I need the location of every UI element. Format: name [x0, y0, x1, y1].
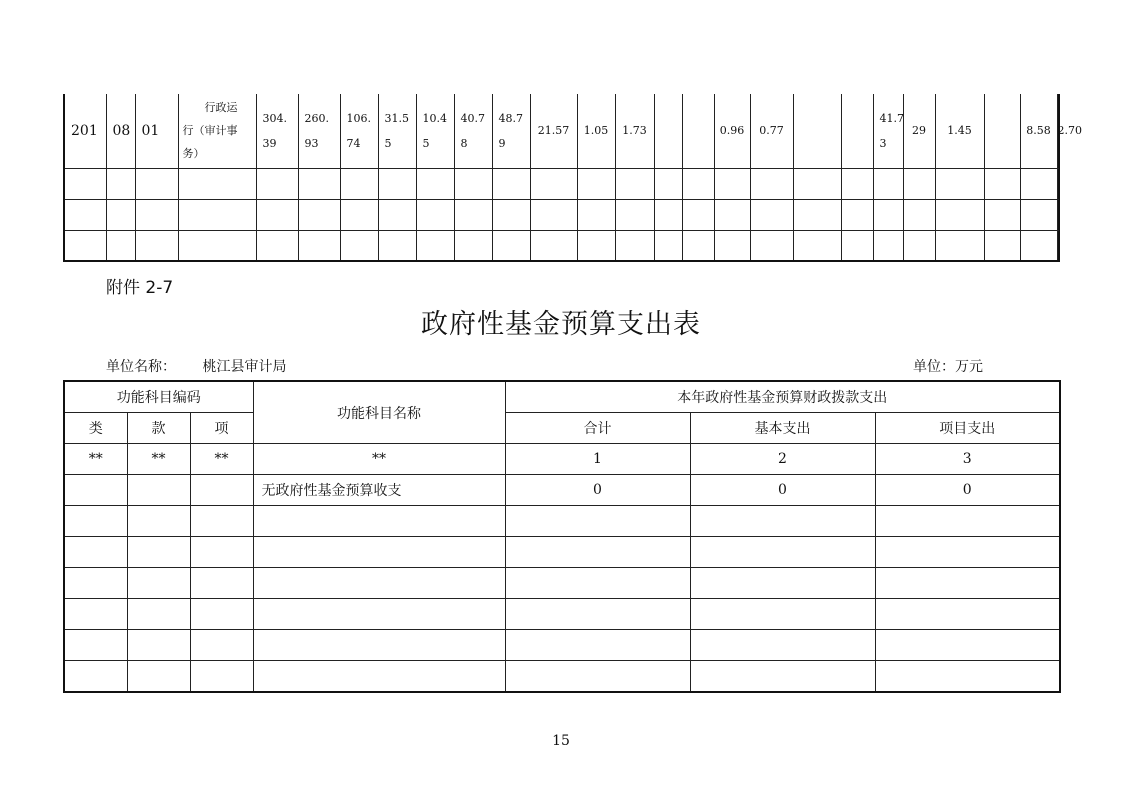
empty-cell [577, 168, 615, 199]
empty-row [64, 168, 1059, 199]
value-line: 40.7 [460, 111, 485, 125]
table-cell [190, 630, 253, 661]
value-cell: 0.96 [714, 94, 750, 168]
value-line: 5 [422, 136, 430, 150]
table-cell [875, 630, 1060, 661]
table-cell [505, 506, 690, 537]
table-cell [253, 537, 505, 568]
empty-cell [1020, 230, 1057, 261]
empty-cell [416, 168, 454, 199]
table-cell [690, 661, 875, 693]
empty-cell [1020, 199, 1057, 230]
table-cell [253, 630, 505, 661]
empty-cell [178, 168, 256, 199]
value-line: 5 [384, 136, 392, 150]
empty-cell [106, 199, 135, 230]
unit-label: 单位：万元 [913, 359, 983, 375]
empty-cell [750, 230, 793, 261]
header-basic: 基本支出 [690, 413, 875, 444]
value-line: 10.4 [422, 111, 447, 125]
table-cell [505, 537, 690, 568]
table-cell [64, 475, 127, 506]
table-cell [127, 506, 190, 537]
value-cell: 1.45 [935, 94, 984, 168]
empty-cell [256, 230, 298, 261]
value-cell: 2.70 [1057, 94, 1059, 168]
table-cell [64, 537, 127, 568]
value-cell: 1.73 [615, 94, 654, 168]
table-cell: ** [253, 444, 505, 475]
empty-cell [378, 230, 416, 261]
value-line: 8 [460, 136, 468, 150]
empty-cell [873, 199, 903, 230]
empty-cell [454, 230, 492, 261]
empty-cell [178, 199, 256, 230]
table-cell [190, 506, 253, 537]
value-cell [793, 94, 841, 168]
table-row [64, 661, 1060, 693]
empty-cell [378, 168, 416, 199]
empty-cell [903, 168, 935, 199]
table-row [64, 94, 1059, 168]
header-project: 项目支出 [875, 413, 1060, 444]
empty-cell [682, 230, 714, 261]
table-cell: ** [190, 444, 253, 475]
page-title: 政府性基金预算支出表 [421, 309, 701, 340]
empty-cell [298, 168, 340, 199]
header-xiang: 项 [190, 413, 253, 444]
table-row [64, 599, 1060, 630]
value-line: 48.7 [498, 111, 523, 125]
unit-name-value: 桃江县审计局 [202, 359, 287, 375]
empty-cell [64, 199, 106, 230]
header-class: 类 [64, 413, 127, 444]
table-cell [190, 599, 253, 630]
empty-cell [841, 230, 873, 261]
empty-cell [298, 230, 340, 261]
value-line: 74 [346, 136, 361, 150]
index-row [64, 444, 1060, 475]
fund-budget-table [63, 380, 1061, 693]
empty-cell [135, 168, 178, 199]
table-cell [64, 599, 127, 630]
table-cell: 2 [690, 444, 875, 475]
empty-cell [615, 199, 654, 230]
empty-cell [577, 230, 615, 261]
table-cell [64, 630, 127, 661]
header-name: 功能科目名称 [253, 381, 505, 444]
empty-cell [530, 168, 577, 199]
empty-cell [682, 199, 714, 230]
empty-cell [714, 199, 750, 230]
value-line: 31.5 [384, 111, 409, 125]
table-cell [64, 568, 127, 599]
unit-name-label: 单位名称： [106, 359, 176, 375]
empty-cell [903, 230, 935, 261]
empty-cell [492, 199, 530, 230]
value-cell [492, 94, 530, 168]
table-row [64, 630, 1060, 661]
empty-cell [935, 230, 984, 261]
header-budget-group: 本年政府性基金预算财政拨款支出 [505, 381, 1060, 413]
value-cell: 1.05 [577, 94, 615, 168]
value-cell: 0.77 [750, 94, 793, 168]
value-line: 9 [498, 136, 506, 150]
table-cell [690, 568, 875, 599]
empty-cell [903, 199, 935, 230]
empty-cell [106, 230, 135, 261]
value-line: 41.7 [879, 111, 904, 125]
table-cell: 0 [505, 475, 690, 506]
code-xiang-cell: 01 [135, 94, 178, 168]
header-row-2 [64, 413, 1060, 444]
value-line: 304. [262, 111, 287, 125]
table-cell: 0 [690, 475, 875, 506]
empty-cell [654, 168, 682, 199]
empty-cell [793, 230, 841, 261]
empty-cell [577, 199, 615, 230]
empty-cell [841, 199, 873, 230]
value-cell [841, 94, 873, 168]
empty-cell [416, 199, 454, 230]
table-cell [190, 661, 253, 693]
empty-cell [298, 199, 340, 230]
table-cell [190, 568, 253, 599]
table-cell [253, 599, 505, 630]
empty-cell [615, 168, 654, 199]
empty-cell [106, 168, 135, 199]
empty-cell [64, 168, 106, 199]
empty-cell [340, 230, 378, 261]
table-cell [253, 506, 505, 537]
empty-cell [654, 199, 682, 230]
empty-cell [178, 230, 256, 261]
empty-cell [750, 168, 793, 199]
value-cell: 29 [903, 94, 935, 168]
value-cell [298, 94, 340, 168]
empty-cell [1057, 230, 1059, 261]
table-cell [64, 506, 127, 537]
table-cell [253, 568, 505, 599]
table-cell [690, 630, 875, 661]
value-line: 260. [304, 111, 329, 125]
subject-name-line: 行政运 [204, 101, 238, 115]
value-cell [654, 94, 682, 168]
table-cell [127, 661, 190, 693]
unit-name [106, 356, 286, 376]
empty-cell [530, 199, 577, 230]
table-cell [505, 630, 690, 661]
page-number: 15 [552, 733, 570, 749]
value-cell: 8.58 [1020, 94, 1057, 168]
value-line: 106. [346, 111, 371, 125]
subject-name-line: 行（审计事 [182, 124, 238, 138]
empty-cell [416, 230, 454, 261]
empty-cell [1020, 168, 1057, 199]
empty-cell [492, 230, 530, 261]
header-kuan: 款 [127, 413, 190, 444]
value-line: 3 [879, 136, 887, 150]
table-cell: 1 [505, 444, 690, 475]
empty-cell [340, 168, 378, 199]
table-cell [127, 475, 190, 506]
table-cell [875, 537, 1060, 568]
table-cell [190, 475, 253, 506]
table-cell: 3 [875, 444, 1060, 475]
empty-cell [841, 168, 873, 199]
table-cell [875, 661, 1060, 693]
table-cell [127, 599, 190, 630]
header-total: 合计 [505, 413, 690, 444]
table-row [64, 537, 1060, 568]
empty-cell [714, 230, 750, 261]
header-code-group: 功能科目编码 [64, 381, 253, 413]
value-cell [340, 94, 378, 168]
value-cell [256, 94, 298, 168]
table-cell [127, 537, 190, 568]
empty-cell [256, 168, 298, 199]
value-cell [984, 94, 1020, 168]
empty-cell [793, 199, 841, 230]
table-row [64, 506, 1060, 537]
empty-cell [256, 199, 298, 230]
empty-cell [454, 168, 492, 199]
table-cell [690, 506, 875, 537]
empty-cell [378, 199, 416, 230]
empty-cell [454, 199, 492, 230]
table-cell [690, 599, 875, 630]
empty-cell [984, 199, 1020, 230]
table-cell [127, 630, 190, 661]
table-cell [505, 568, 690, 599]
empty-cell [750, 199, 793, 230]
empty-cell [984, 230, 1020, 261]
empty-cell [654, 230, 682, 261]
empty-cell [340, 199, 378, 230]
subject-name-line: 务） [182, 147, 205, 161]
empty-cell [793, 168, 841, 199]
table-cell [190, 537, 253, 568]
value-cell [873, 94, 903, 168]
empty-cell [682, 168, 714, 199]
code-class-cell: 201 [64, 94, 106, 168]
value-line: 93 [304, 136, 319, 150]
table-cell [690, 537, 875, 568]
table-cell [253, 661, 505, 693]
empty-cell [873, 168, 903, 199]
value-cell [454, 94, 492, 168]
table-cell [127, 568, 190, 599]
appendix-label: 附件 2-7 [106, 278, 174, 298]
empty-cell [935, 168, 984, 199]
value-cell [378, 94, 416, 168]
empty-cell [530, 230, 577, 261]
empty-cell [135, 230, 178, 261]
table-cell [505, 661, 690, 693]
empty-cell [984, 168, 1020, 199]
empty-row [64, 230, 1059, 261]
empty-cell [935, 199, 984, 230]
table-cell [875, 568, 1060, 599]
previous-table-continuation [63, 94, 1082, 262]
empty-cell [1057, 199, 1059, 230]
empty-cell [615, 230, 654, 261]
empty-cell [714, 168, 750, 199]
table-cell [875, 599, 1060, 630]
header-row-1 [64, 381, 1060, 413]
table-cell [64, 661, 127, 693]
table-cell: 0 [875, 475, 1060, 506]
subject-name-cell [178, 94, 256, 168]
empty-cell [492, 168, 530, 199]
value-cell [416, 94, 454, 168]
empty-cell [135, 199, 178, 230]
value-cell [682, 94, 714, 168]
table-row [64, 568, 1060, 599]
table-cell: ** [127, 444, 190, 475]
table-cell [875, 506, 1060, 537]
table-row [64, 475, 1060, 506]
value-cell: 21.57 [530, 94, 577, 168]
code-kuan-cell: 08 [106, 94, 135, 168]
table-cell: ** [64, 444, 127, 475]
table-cell: 无政府性基金预算收支 [253, 475, 505, 506]
empty-cell [873, 230, 903, 261]
empty-cell [1057, 168, 1059, 199]
empty-cell [64, 230, 106, 261]
value-line: 39 [262, 136, 277, 150]
empty-row [64, 199, 1059, 230]
table-cell [505, 599, 690, 630]
